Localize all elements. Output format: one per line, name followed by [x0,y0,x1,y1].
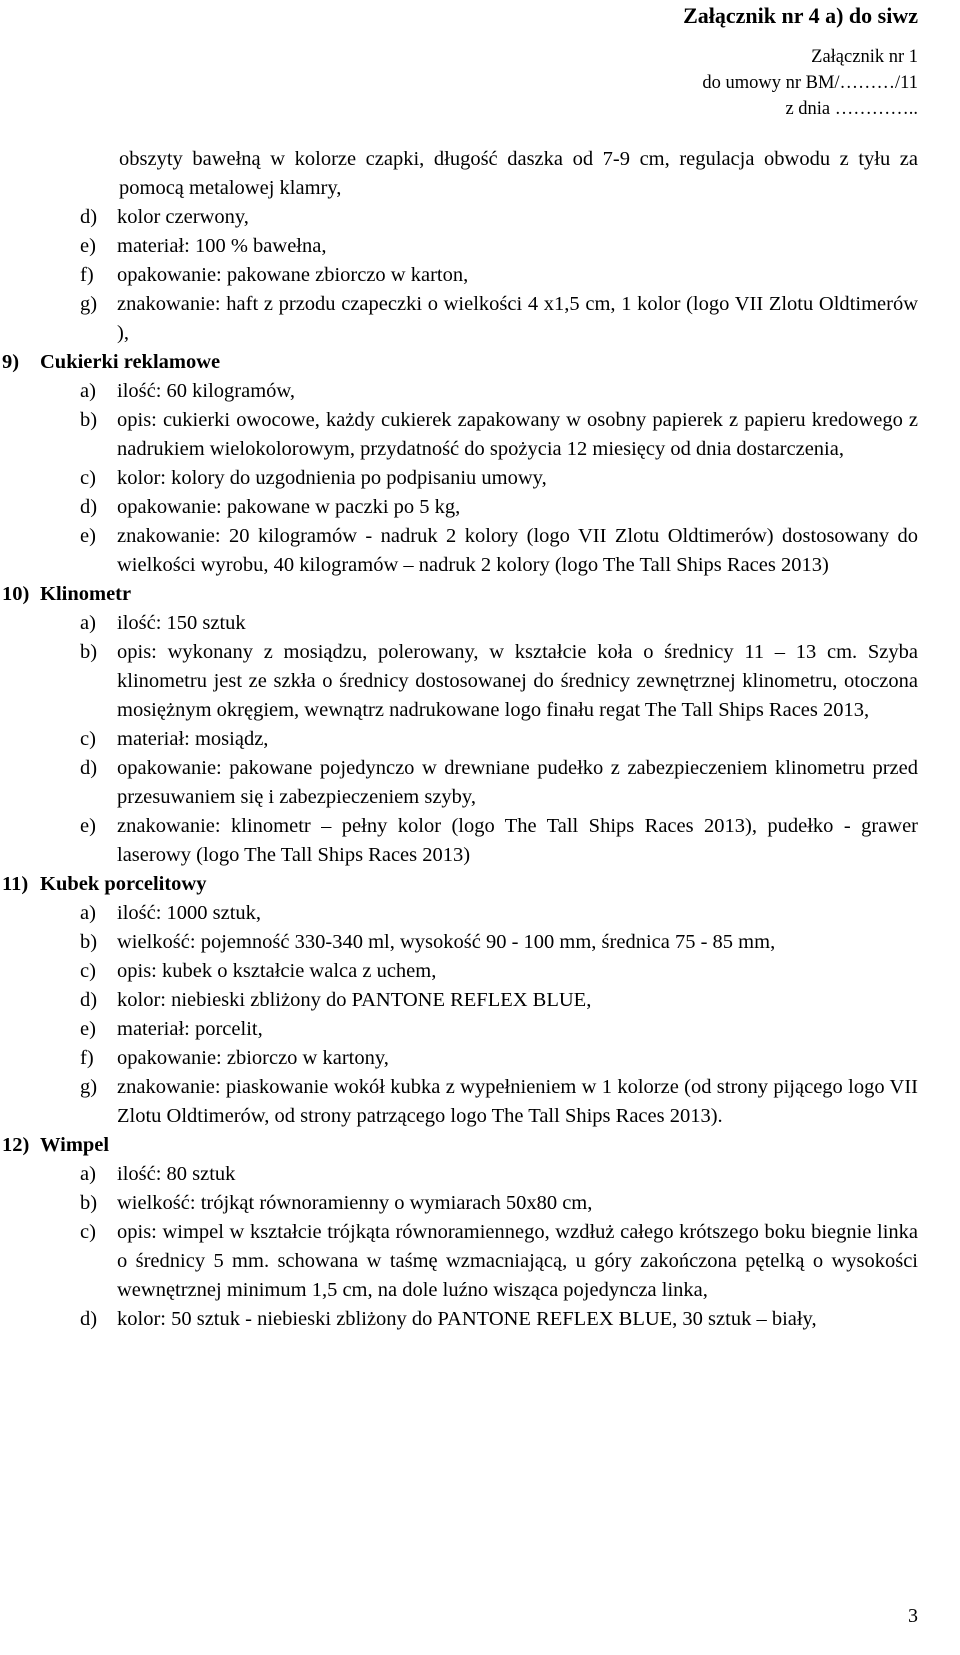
list-item [80,377,918,406]
section-heading [2,870,960,899]
list-item [80,464,918,493]
list-item [80,986,918,1015]
list-item [80,957,918,986]
list-item-text: opakowanie: zbiorczo w kartony, [117,1047,389,1069]
list-item-text: ilość: 80 sztuk [117,1163,236,1185]
document-body [0,145,960,1334]
list-item-label: d) [80,989,98,1011]
list-item-text: znakowanie: klinometr – pełny kolor (logo The Tall Ships Races 2013), pudełko - grawer laserowy (logo The Tall Ships Races 2013) [117,815,918,866]
list-item-label: c) [80,728,96,750]
list-item-text: kolor: niebieski zbliżony do PANTONE REFLEX BLUE, [117,989,592,1011]
section-number: 11) [2,873,29,895]
list-item [80,754,918,812]
list-item [80,1160,918,1189]
section-heading [2,1131,960,1160]
list-item-label: a) [80,1163,96,1185]
section-heading [2,580,960,609]
list-item [80,928,918,957]
list-item-label: g) [80,293,98,315]
list-item-text: materiał: 100 % bawełna, [117,235,327,257]
list-item [80,493,918,522]
list-item-label: d) [80,1308,98,1330]
list-item-label: a) [80,612,96,634]
list-item-text: znakowanie: piaskowanie wokół kubka z wypełnieniem w 1 kolorze (od strony pijącego logo VII Zlotu Oldtimerów, od strony patrzącego logo The Tall Ships Races 2013). [117,1076,918,1127]
list-item-label: c) [80,960,96,982]
list-item [80,406,918,464]
list-item [80,725,918,754]
list-item-text: materiał: porcelit, [117,1018,263,1040]
section-number: 9) [2,351,20,373]
section-title: Kubek porcelitowy [40,873,207,895]
previous-section-items [0,203,960,348]
list-item [80,1073,918,1131]
attachment-reference [702,44,918,122]
list-item-label: f) [80,1047,94,1069]
list-item [80,1015,918,1044]
list-item [80,1189,918,1218]
list-item-text: kolor: kolory do uzgodnienia po podpisaniu umowy, [117,467,547,489]
list-item [80,522,918,580]
list-item [80,261,918,290]
list-item [80,638,918,725]
list-item-text: znakowanie: 20 kilogramów - nadruk 2 kolory (logo VII Zlotu Oldtimerów) dostosowany do wielkości wyrobu, 40 kilogramów – nadruk 2 kolory (logo The Tall Ships Races 2013) [117,525,918,576]
list-item-text: kolor: 50 sztuk - niebieski zbliżony do PANTONE REFLEX BLUE, 30 sztuk – biały, [117,1308,817,1330]
list-item-text: opis: wykonany z mosiądzu, polerowany, w kształcie koła o średnicy 11 – 13 cm. Szyba klinometru jest ze szkła o średnicy dostosowanej do średnicy zewnętrznej klinometru, otoczona mosiężnym okręgiem, wewnątrz nadrukowane logo finału regat The Tall Ships Races 2013, [117,641,918,721]
list-item-label: b) [80,641,98,663]
list-item [80,1218,918,1305]
list-item [80,203,918,232]
list-item-label: e) [80,1018,96,1040]
list-item-label: b) [80,409,98,431]
attachment-title: Załącznik nr 4 a) do siwz [683,3,918,28]
list-item-label: g) [80,1076,98,1098]
list-item-label: f) [80,264,94,286]
list-item-text: ilość: 1000 sztuk, [117,902,262,924]
list-item-text: materiał: mosiądz, [117,728,269,750]
page-number: 3 [908,1605,918,1627]
list-item-label: d) [80,496,98,518]
list-item-label: e) [80,525,96,547]
list-item-label: a) [80,380,96,402]
section-title: Cukierki reklamowe [40,351,221,373]
list-item-text: wielkość: trójkąt równoramienny o wymiarach 50x80 cm, [117,1192,593,1214]
section [0,1131,960,1334]
section [0,348,960,580]
section-title: Klinometr [40,583,132,605]
attachment-ref-line: Załącznik nr 1 [811,47,918,67]
list-item-label: c) [80,467,96,489]
section-title: Wimpel [40,1134,110,1156]
agreement-number-line: do umowy nr BM/………/11 [702,73,918,93]
list-item-label: d) [80,757,98,779]
list-item-text: wielkość: pojemność 330-340 ml, wysokość 90 - 100 mm, średnica 75 - 85 mm, [117,931,776,953]
list-item-text: kolor czerwony, [117,206,249,228]
section-heading [2,348,960,377]
list-item-label: e) [80,235,96,257]
list-item [80,1305,918,1334]
list-item [80,232,918,261]
sections-list [0,348,960,1334]
section-number: 12) [2,1134,30,1156]
list-item-text: ilość: 150 sztuk [117,612,246,634]
list-item-text: opakowanie: pakowane zbiorczo w karton, [117,264,469,286]
section [0,580,960,870]
list-item-text: znakowanie: haft z przodu czapeczki o wielkości 4 x1,5 cm, 1 kolor (logo VII Zlotu Oldtimerów ), [117,293,918,344]
list-item-text: opakowanie: pakowane pojedynczo w drewniane pudełko z zabezpieczeniem klinometru przed przesuwaniem się i zabezpieczeniem szyby, [117,757,918,808]
list-item [80,812,918,870]
list-item-label: b) [80,1192,98,1214]
list-item-label: b) [80,931,98,953]
list-item-label: d) [80,206,98,228]
list-item-text: opis: kubek o kształcie walca z uchem, [117,960,437,982]
list-item-label: a) [80,902,96,924]
list-item-label: c) [80,1221,96,1243]
section-number: 10) [2,583,30,605]
list-item-text: opis: wimpel w kształcie trójkąta równoramiennego, wzdłuż całego krótszego boku biegnie linka o średnicy 5 mm. schowana w taśmę wzmacniającą, u góry zakończona pętelką o wysokości wewnętrznej minimum 1,5 cm, na dole luźno wisząca pojedyncza linka, [117,1221,918,1301]
list-item [80,1044,918,1073]
section [0,870,960,1131]
list-item-text: opis: cukierki owocowe, każdy cukierek zapakowany w osobny papierek z papieru kredowego z nadrukiem wielokolorowym, przydatność do spożycia 12 miesięcy od dnia dostarczenia, [117,409,918,460]
continued-paragraph: obszyty bawełną w kolorze czapki, długość daszka od 7-9 cm, regulacja obwodu z tyłu za pomocą metalowej klamry, [119,148,918,199]
list-item-text: opakowanie: pakowane w paczki po 5 kg, [117,496,461,518]
agreement-date-line: z dnia ………….. [785,99,918,119]
list-item-text: ilość: 60 kilogramów, [117,380,296,402]
list-item [80,290,918,348]
list-item [80,899,918,928]
list-item [80,609,918,638]
list-item-label: e) [80,815,96,837]
